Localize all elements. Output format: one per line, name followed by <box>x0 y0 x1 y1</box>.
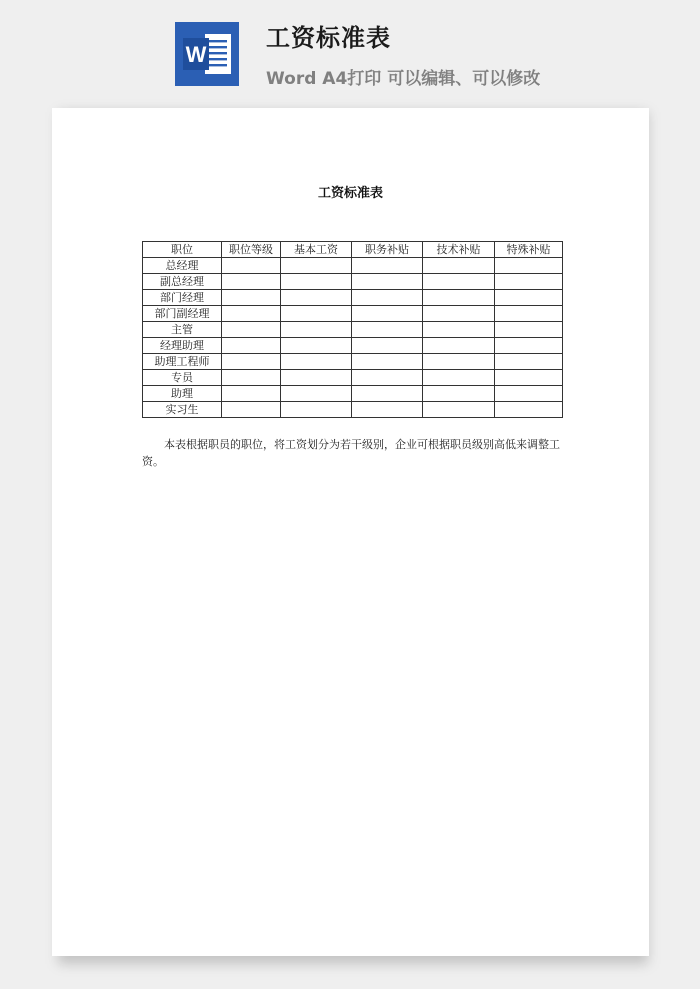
column-header: 职位等级 <box>222 242 281 258</box>
table-cell <box>352 370 423 386</box>
table-cell <box>423 386 495 402</box>
position-cell: 副总经理 <box>143 274 222 290</box>
column-header: 职位 <box>143 242 222 258</box>
table-cell <box>352 274 423 290</box>
column-header: 基本工资 <box>281 242 352 258</box>
table-row <box>143 290 563 306</box>
position-cell: 专员 <box>143 370 222 386</box>
salary-table <box>142 241 563 418</box>
table-cell <box>281 258 352 274</box>
table-cell <box>495 290 563 306</box>
column-header: 特殊补贴 <box>495 242 563 258</box>
table-row <box>143 258 563 274</box>
table-cell <box>423 258 495 274</box>
column-header: 技术补贴 <box>423 242 495 258</box>
table-cell <box>495 402 563 418</box>
table-cell <box>495 370 563 386</box>
table-cell <box>281 354 352 370</box>
table-cell <box>222 322 281 338</box>
table-row <box>143 370 563 386</box>
table-cell <box>222 290 281 306</box>
table-cell <box>423 338 495 354</box>
table-cell <box>352 306 423 322</box>
table-cell <box>281 402 352 418</box>
table-cell <box>281 290 352 306</box>
document-page <box>52 108 649 956</box>
table-cell <box>352 386 423 402</box>
table-row <box>143 306 563 322</box>
table-cell <box>281 386 352 402</box>
table-cell <box>352 402 423 418</box>
table-cell <box>222 402 281 418</box>
table-cell <box>281 370 352 386</box>
table-cell <box>423 370 495 386</box>
table-cell <box>495 338 563 354</box>
column-header: 职务补贴 <box>352 242 423 258</box>
table-cell <box>281 338 352 354</box>
position-cell: 部门经理 <box>143 290 222 306</box>
table-cell <box>495 274 563 290</box>
table-cell <box>423 322 495 338</box>
table-cell <box>495 306 563 322</box>
table-row <box>143 322 563 338</box>
table-cell <box>423 354 495 370</box>
table-cell <box>423 306 495 322</box>
table-cell <box>352 290 423 306</box>
table-cell <box>281 274 352 290</box>
svg-text:W: W <box>185 42 207 67</box>
table-cell <box>423 274 495 290</box>
table-cell <box>222 354 281 370</box>
table-cell <box>222 306 281 322</box>
position-cell: 部门副经理 <box>143 306 222 322</box>
banner <box>0 0 700 108</box>
table-cell <box>495 354 563 370</box>
table-cell <box>222 258 281 274</box>
table-cell <box>352 258 423 274</box>
table-row <box>143 402 563 418</box>
word-document-icon <box>175 22 239 86</box>
table-cell <box>352 338 423 354</box>
table-header-row <box>143 242 563 258</box>
table-cell <box>352 354 423 370</box>
position-cell: 助理 <box>143 386 222 402</box>
table-cell <box>352 322 423 338</box>
table-cell <box>222 274 281 290</box>
table-cell <box>281 322 352 338</box>
table-row <box>143 338 563 354</box>
position-cell: 实习生 <box>143 402 222 418</box>
table-cell <box>495 258 563 274</box>
table-cell <box>495 386 563 402</box>
table-cell <box>423 402 495 418</box>
app-title: 工资标准表 <box>266 24 391 52</box>
table-row <box>143 274 563 290</box>
app-subtitle: Word A4打印 可以编辑、可以修改 <box>266 69 541 89</box>
position-cell: 助理工程师 <box>143 354 222 370</box>
position-cell: 总经理 <box>143 258 222 274</box>
table-cell <box>222 386 281 402</box>
table-cell <box>281 306 352 322</box>
table-cell <box>423 290 495 306</box>
document-note: 本表根据职员的职位，将工资划分为若干级别，企业可根据职员级别高低来调整工资。 <box>142 438 560 468</box>
position-cell: 经理助理 <box>143 338 222 354</box>
document-title: 工资标准表 <box>317 186 383 201</box>
table-cell <box>222 338 281 354</box>
position-cell: 主管 <box>143 322 222 338</box>
table-row <box>143 386 563 402</box>
table-cell <box>495 322 563 338</box>
table-cell <box>222 370 281 386</box>
table-row <box>143 354 563 370</box>
